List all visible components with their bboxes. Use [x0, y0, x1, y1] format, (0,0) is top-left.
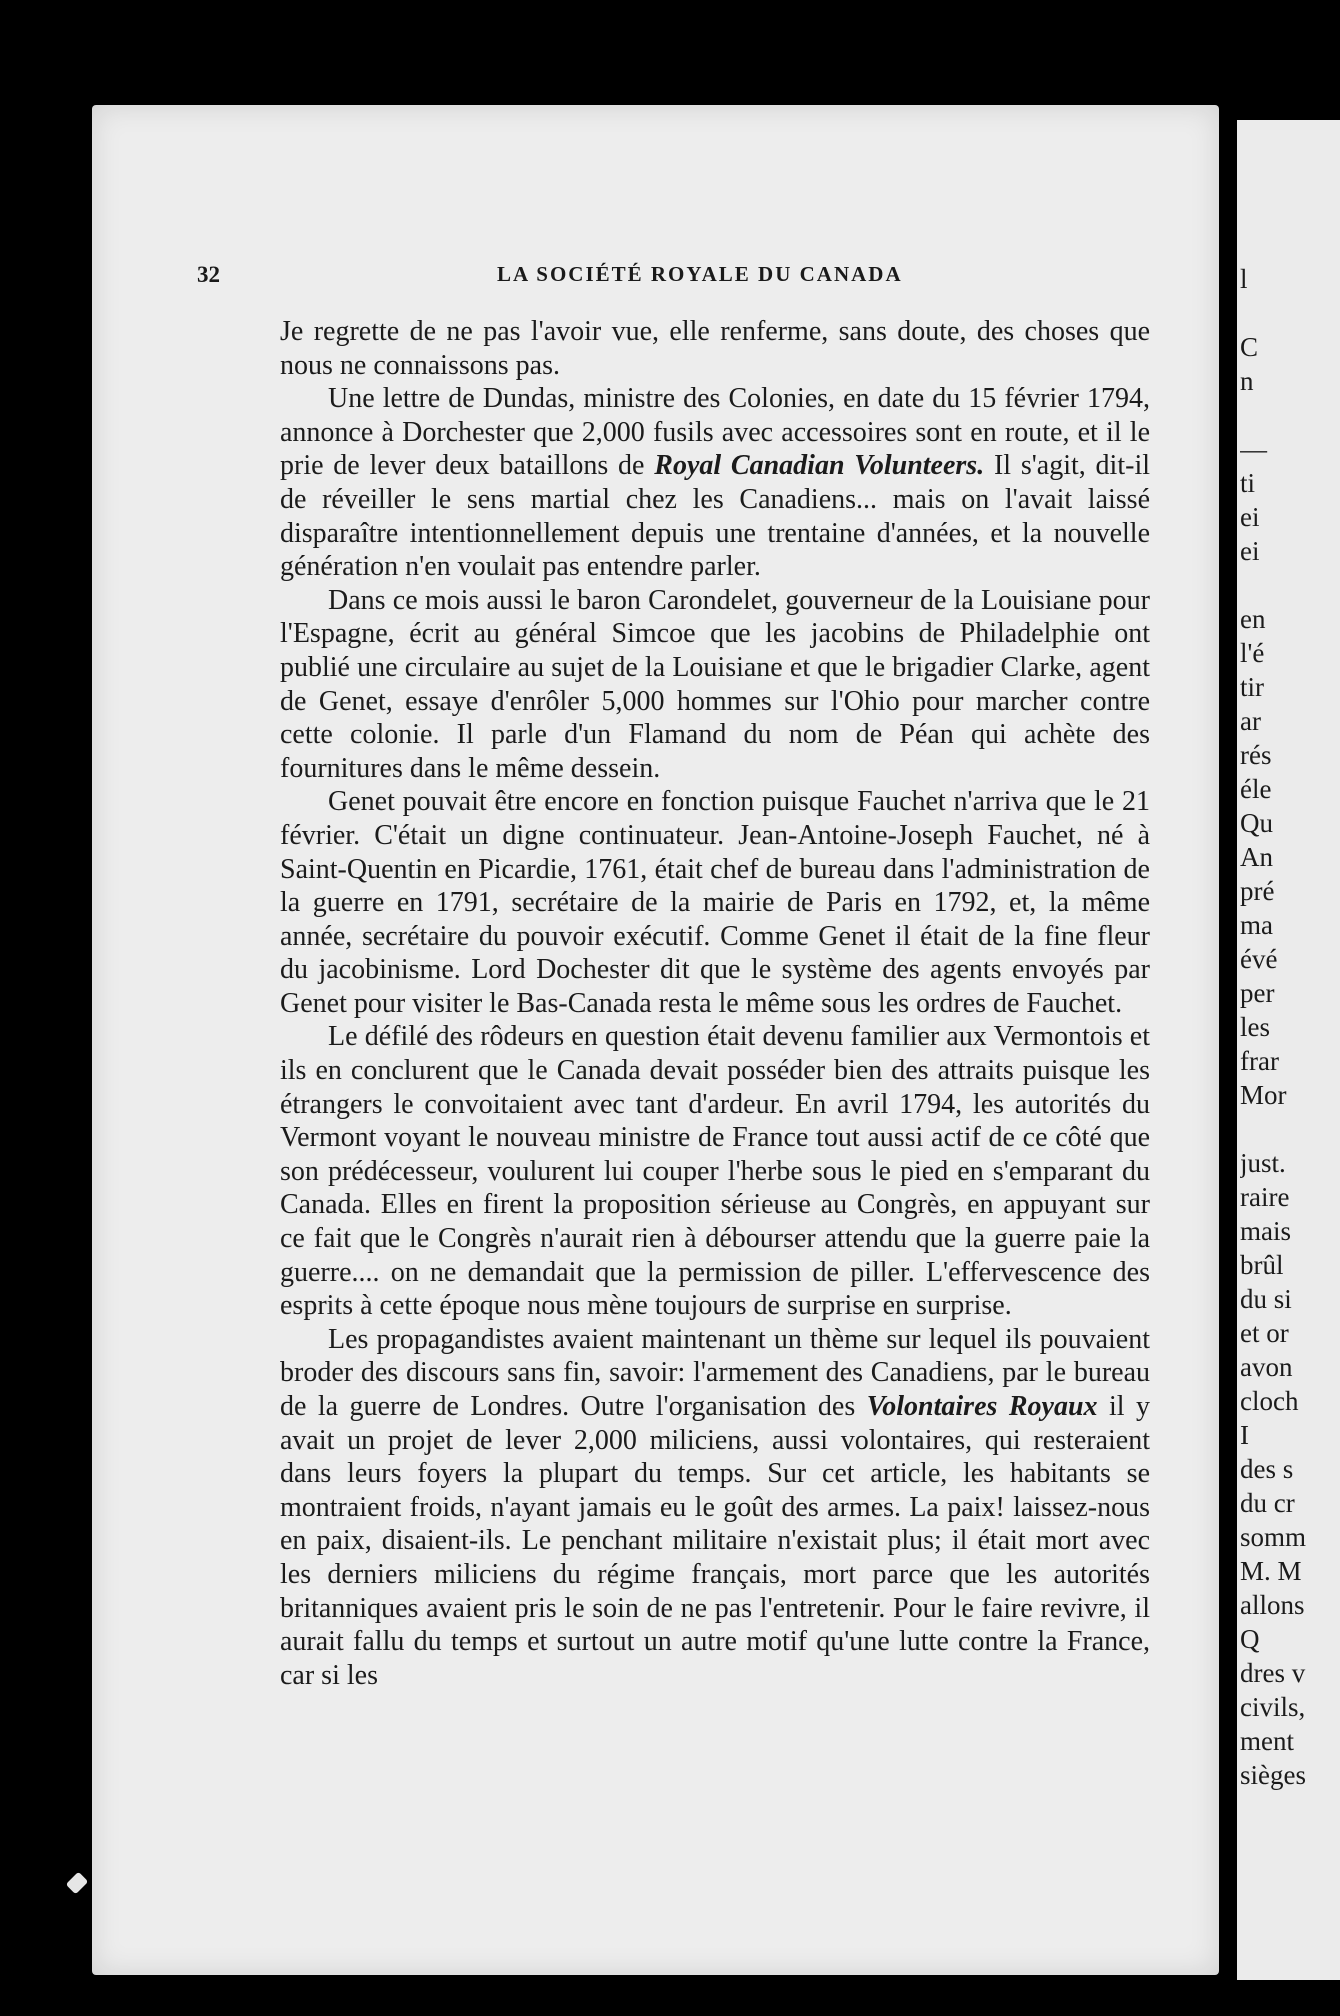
paragraph-text: Les propagandistes avaient maintenant un thème sur lequel ils pouvaient broder des discours sans fin, savoir: l'armement des Canadiens, par le bureau de la guerre de Londres. Outre l'organisation des [280, 1323, 1150, 1422]
paragraph [280, 315, 1150, 382]
paragraph-text: Une lettre de Dundas, ministre des Colonies, en date du 15 février 1794, annonce à Dorchester que 2,000 fusils avec accessoires sont en route, et il le prie de lever deux bataillons de [280, 383, 1150, 482]
paragraph [280, 584, 1150, 786]
paragraph-text: Le défilé des rôdeurs en question était devenu familier aux Vermontois et ils en conclurent que le Canada devait posséder bien des attraits puisque les étrangers le convoitaient avec tant d'ardeur. En avril 1794, les autorités du Vermont voyant le nouveau ministre de France tout aussi actif de ce côté que son prédécesseur, voulurent lui couper l'herbe sous le pied en s'emparant du Canada. Elles en firent la proposition sérieuse au Congrès, en appuyant sur ce fait que le Congrès n'aurait rien à débourser attendu que la guerre paie la guerre.... on ne demandait que la permission de piller. L'effervescence des esprits à cette époque nous mène toujours de surprise en surprise. [280, 1021, 1150, 1322]
paragraph [280, 1323, 1150, 1693]
paragraph-text: Il s'agit, dit-il de réveiller le sens martial chez les Canadiens... mais on l'avait laissé disparaître intentionnellement depuis une trentaine d'années, et la nouvelle génération n'en voulait pas entendre parler. [280, 450, 1150, 583]
right-page-fragments: l C n — ti ei ei en l'é tir ar rés éle Qu An pré ma évé per les frar Mor just. raire mais brûl du si et or avon cloch I des s du cr somm M. M allons Q dres v civils, ment sièges [1240, 264, 1307, 1790]
page-number: 32 [197, 262, 220, 287]
paragraph [280, 382, 1150, 584]
paragraph [280, 1020, 1150, 1322]
paragraph-text: Dans ce mois aussi le baron Carondelet, gouverneur de la Louisiane pour l'Espagne, écrit au général Simcoe que les jacobins de Philadelphie ont publié une circulaire au sujet de la Louisiane et que le brigadier Clarke, agent de Genet, essaye d'enrôler 5,000 hommes sur l'Ohio pour marcher contre cette colonie. Il parle d'un Flamand du nom de Péan qui achète des fournitures dans le même dessein. [280, 584, 1150, 784]
paragraph-text: Genet pouvait être encore en fonction puisque Fauchet n'arriva que le 21 février. C'était un digne continuateur. Jean-Antoine-Joseph Fauchet, né à Saint-Quentin en Picardie, 1761, était chef de bureau dans l'administration de la guerre en 1791, secrétaire de la mairie de Paris en 1792, et, la même année, secrétaire du pouvoir exécutif. Comme Genet il était de la fine fleur du jacobinisme. Lord Dochester dit que le système des agents envoyés par Genet pour visiter le Bas-Canada resta le même sous les ordres de Fauchet. [280, 786, 1150, 1019]
running-head [197, 262, 1043, 288]
running-title: LA SOCIÉTÉ ROYALE DU CANADA [497, 262, 903, 286]
italic-text: Royal Canadian Volunteers. [654, 450, 985, 482]
italic-text: Volontaires Royaux [866, 1391, 1098, 1422]
scan-speck [66, 1872, 89, 1895]
paragraph [280, 785, 1150, 1020]
body-text [280, 315, 1150, 1692]
paragraph-text: Je regrette de ne pas l'avoir vue, elle renferme, sans doute, des choses que nous ne connaissons pas. [280, 316, 1150, 381]
paragraph-text: il y avait un projet de lever 2,000 miliciens, aussi volontaires, qui resteraient dans leurs foyers la plupart du temps. Sur cet article, les habitants se montraient froids, n'ayant jamais eu le goût des armes. La paix! laissez-nous en paix, disaient-ils. Le penchant militaire n'existait plus; il était mort avec les derniers miliciens du régime français, mort parce que les autorités britanniques avaient pris le soin de ne pas l'entretenir. Pour le faire revivre, il aurait fallu du temps et surtout un autre motif qu'une lutte contre la France, car si les [280, 1391, 1150, 1691]
